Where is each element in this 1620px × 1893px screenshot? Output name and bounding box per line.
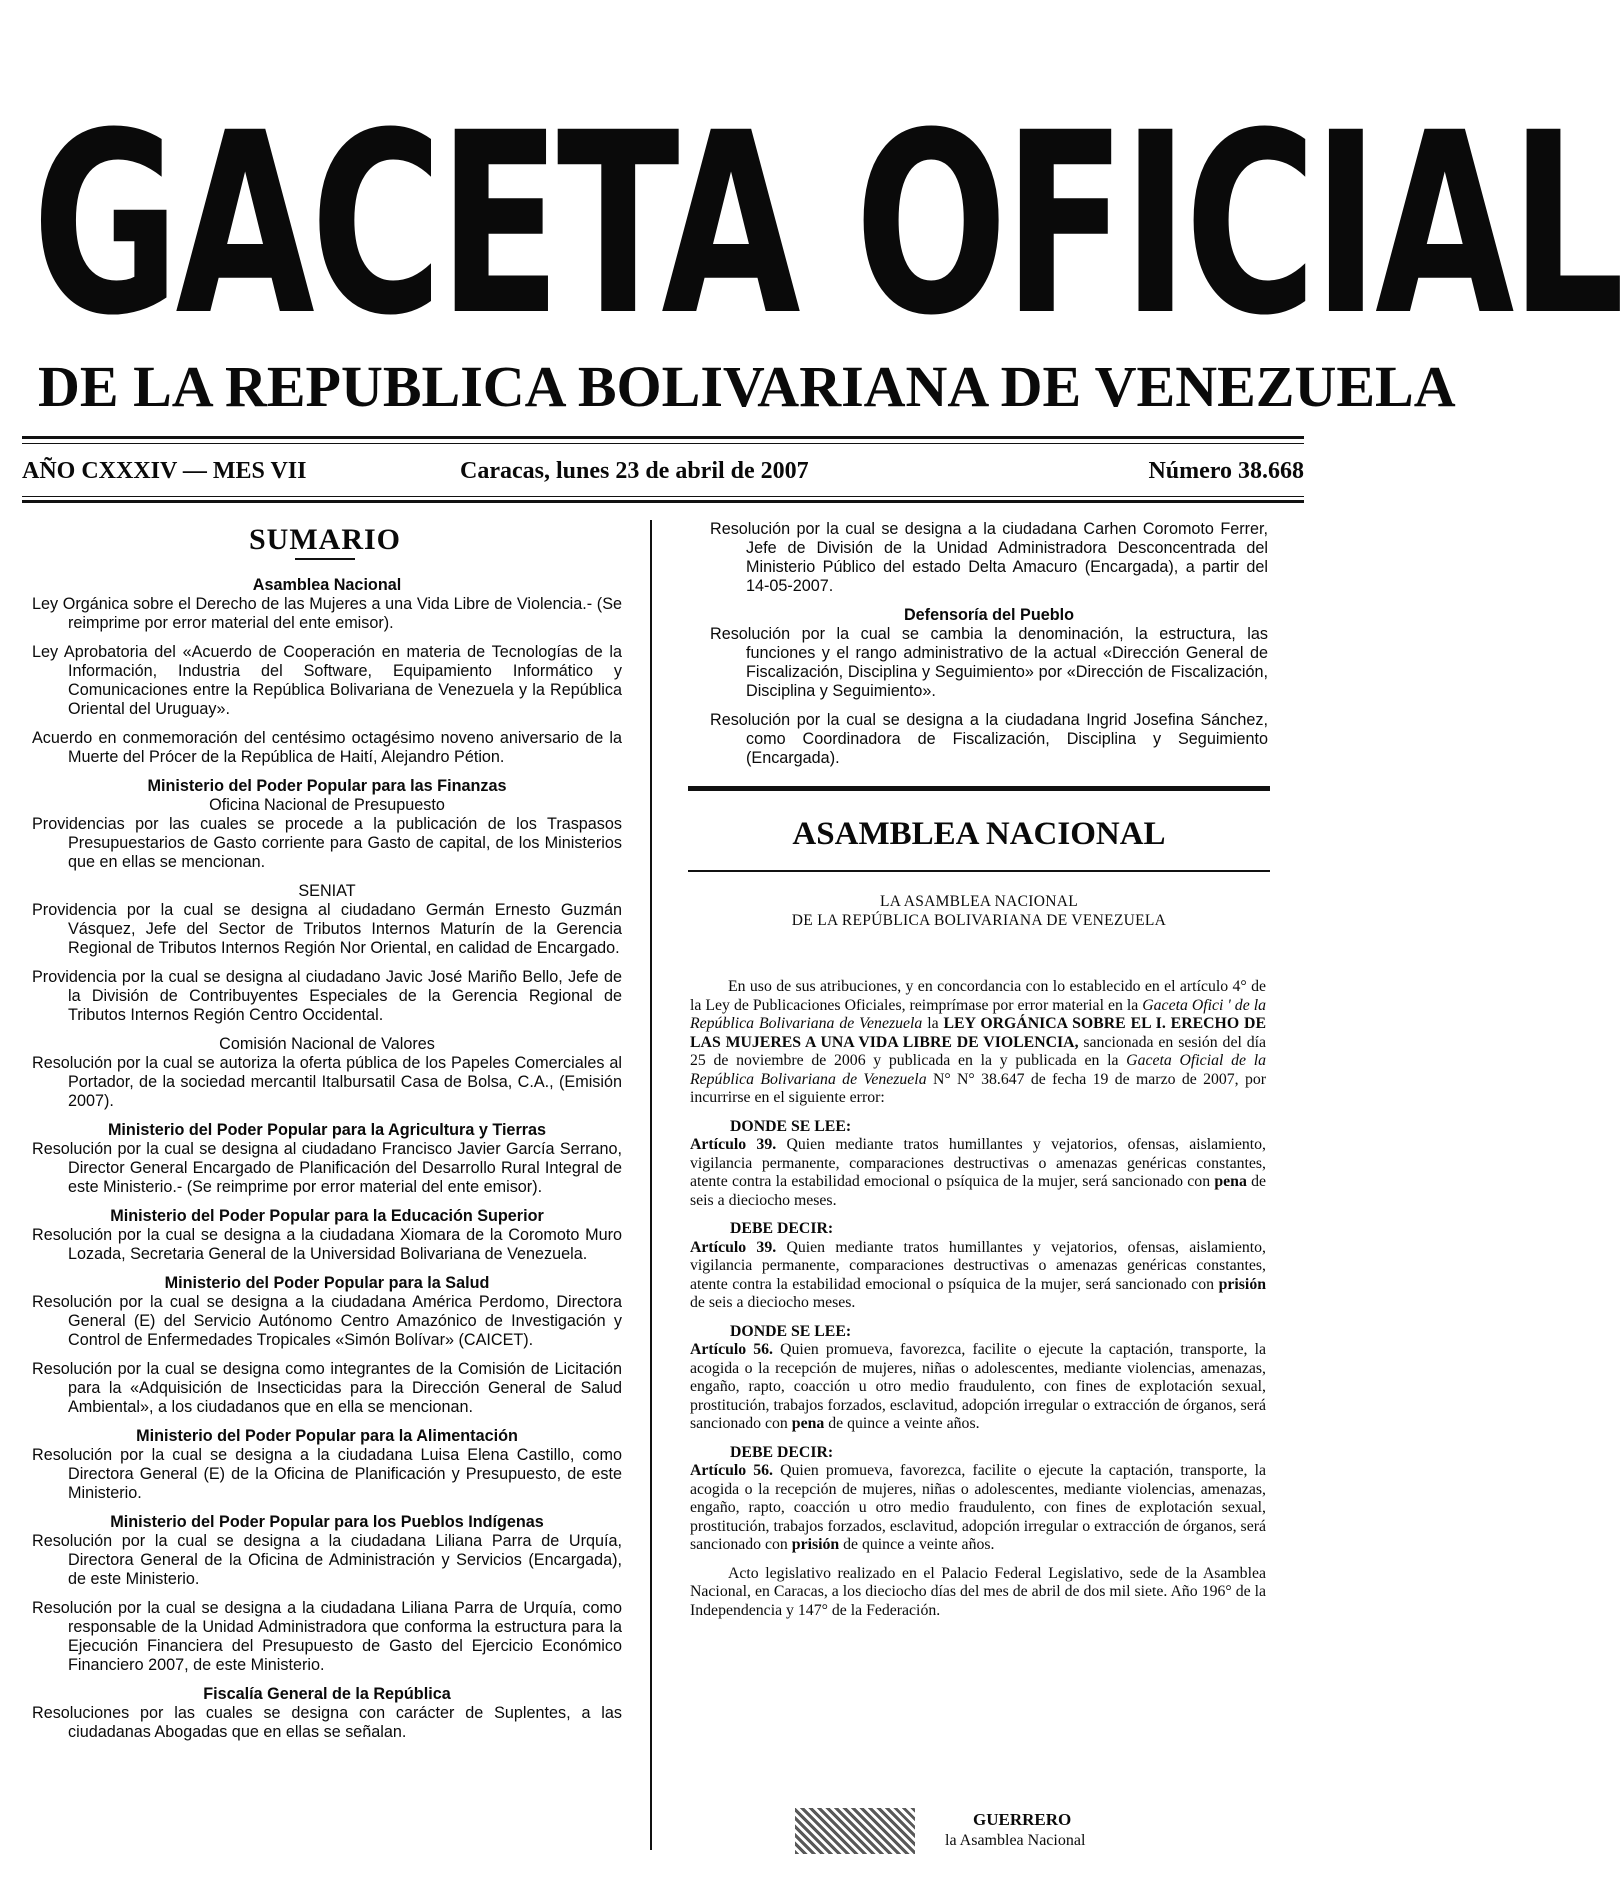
sumario-entry: Ley Aprobatoria del «Acuerdo de Cooperación en materia de Tecnologías de la Información, Industria del Software, Equipamiento Informático y Comunicaciones entre la República Bolivariana de Venezuela y la República Oriental del Uruguay». xyxy=(32,643,622,718)
section-rule-thin xyxy=(688,870,1270,872)
signature-stamp-icon xyxy=(795,1808,915,1854)
sumario-underline xyxy=(295,558,355,560)
article-key-term: prisión xyxy=(1218,1275,1266,1293)
article-body: Quien mediante tratos humillantes y vejatorios, ofensas, aislamiento, vigilancia permanente, comparaciones destructivas o amenazas genéricas constantes, atente contra la estabilidad emocional o psíquica de la mujer, será sancionado con xyxy=(690,1238,1266,1293)
article-body: de seis a dieciocho meses. xyxy=(690,1294,856,1311)
decree-intro xyxy=(690,978,1266,1108)
section-rule xyxy=(688,786,1270,791)
signature-block xyxy=(795,1808,1115,1868)
sumario-right-column xyxy=(710,520,1268,778)
sumario-section xyxy=(32,1685,622,1742)
sumario-entry: Resolución por la cual se designa al ciudadano Francisco Javier García Serrano, Director General Encargado de Planificación del Desarrollo Rural Integral de este Ministerio.- (Se reimprime por error material del ente emisor). xyxy=(32,1140,622,1196)
dateline xyxy=(22,453,1304,489)
sumario-entry: Resolución por la cual se designa a la ciudadana Xiomara de la Coromoto Muro Lozada, Secretaria General de la Universidad Bolivariana de Venezuela. xyxy=(32,1226,622,1263)
article-text xyxy=(690,1341,1266,1434)
sumario-entry: Providencia por la cual se designa al ciudadano Javic José Mariño Bello, Jefe de la División de Contribuyentes Especiales de la Gerencia Regional de Tributos Internos Región Centro Occidental. xyxy=(32,968,622,1024)
sumario-section xyxy=(32,882,622,1025)
article-text xyxy=(690,1462,1266,1555)
issue-number: Número 38.668 xyxy=(1148,458,1304,484)
signature-role: la Asamblea Nacional xyxy=(945,1832,1086,1849)
sumario-entry: Ley Orgánica sobre el Derecho de las Mujeres a una Vida Libre de Violencia.- (Se reimprime por error material del ente emisor). xyxy=(32,595,622,632)
asamblea-heading: ASAMBLEA NACIONAL xyxy=(792,816,1166,852)
sumario-entry: Resolución por la cual se designa a la ciudadana América Perdomo, Directora General (E) del Servicio Autónomo Centro Amazónico de Investigación y Control de Enfermedades Tropicales «Simón Bolívar» (CAICET). xyxy=(32,1293,622,1349)
intro-gaceta: Gaceta Oficial de la República Bolivariana de Venezuela xyxy=(690,1052,1266,1088)
article-key-term: pena xyxy=(1214,1173,1247,1190)
issue-year-month: AÑO CXXXIV — MES VII xyxy=(22,458,307,484)
sumario-section xyxy=(32,1207,622,1264)
sumario-section xyxy=(32,1274,622,1417)
section-subtitle: Oficina Nacional de Presupuesto xyxy=(209,796,445,814)
section-title: Ministerio del Poder Popular para los Pueblos Indígenas xyxy=(110,1513,544,1531)
sumario-section xyxy=(32,1513,622,1675)
section-title: Ministerio del Poder Popular para la Educación Superior xyxy=(110,1207,544,1225)
correction-label: DEBE DECIR: xyxy=(730,1220,834,1237)
intro-gaceta: Gaceta Ofici ' de la República Bolivariana de Venezuela xyxy=(690,996,1266,1032)
sumario-left-column xyxy=(32,570,622,1746)
signature-name: GUERRERO xyxy=(973,1810,1072,1829)
article-body: de quince a veinte años. xyxy=(824,1415,980,1432)
sumario-entry: Resoluciones por las cuales se designa con carácter de Suplentes, a las ciudadanas Abogadas que en ellas se señalan. xyxy=(32,1704,622,1741)
article-body: de quince a veinte años. xyxy=(839,1536,995,1553)
sumario-entry: Resolución por la cual se cambia la denominación, la estructura, las funciones y el rango administrativo de la actual «Dirección General de Fiscalización, Disciplina y Seguimiento» por «Dirección de Fiscalización, Disciplina y Seguimiento». xyxy=(710,625,1268,700)
section-title: Ministerio del Poder Popular para la Alimentación xyxy=(136,1427,518,1445)
correction-label: DEBE DECIR: xyxy=(730,1443,834,1461)
column-divider xyxy=(650,520,652,1850)
section-title: Defensoría del Pueblo xyxy=(903,606,1074,624)
article-body: de seis a dieciocho meses. xyxy=(690,1173,1267,1209)
intro-law-title: LEY ORGÁNICA SOBRE EL I. ERECHO DE LAS MUJERES A UNA VIDA LIBRE DE VIOLENCIA, xyxy=(690,1015,1266,1051)
header-rule-bottom-thin xyxy=(22,496,1304,497)
article-text xyxy=(690,1239,1266,1313)
section-subtitle: SENIAT xyxy=(298,882,356,900)
article-number: Artículo 56. xyxy=(690,1462,774,1479)
sumario-section xyxy=(32,1121,622,1197)
issue-place-date: Caracas, lunes 23 de abril de 2007 xyxy=(460,458,809,484)
decree-closing: Acto legislativo realizado en el Palacio Federal Legislativo, sede de la Asamblea Nacional, en Caracas, a los dieciocho días del mes de abril de dos mil siete. Año 196° de la Independencia y 147° de la Federación. xyxy=(690,1564,1266,1619)
sumario-section xyxy=(32,777,622,872)
sumario-entry: Acuerdo en conmemoración del centésimo octagésimo noveno aniversario de la Muerte del Prócer de la República de Haití, Alejandro Pétion. xyxy=(32,729,622,766)
issuer-line: LA ASAMBLEA NACIONAL xyxy=(879,893,1079,910)
section-title: Ministerio del Poder Popular para las Finanzas xyxy=(147,777,507,795)
article-key-term: pena xyxy=(791,1415,825,1432)
decree-body xyxy=(690,978,1266,1630)
sumario-entry: Resolución por la cual se designa a la ciudadana Ingrid Josefina Sánchez, como Coordinadora de Fiscalización, Disciplina y Seguimiento (Encargada). xyxy=(710,711,1268,767)
section-subtitle: Comisión Nacional de Valores xyxy=(219,1035,435,1053)
article-number: Artículo 39. xyxy=(690,1136,777,1153)
article-body: Quien mediante tratos humillantes y vejatorios, ofensas, aislamiento, vigilancia permanente, comparaciones destructivas o amenazas genéricas constantes, atente contra la estabilidad emocional o psíquica de la mujer, será sancionado con xyxy=(690,1136,1266,1190)
sumario-entry: Resolución por la cual se designa a la ciudadana Liliana Parra de Urquía, como responsable de la Unidad Administradora que conforma la estructura para la Ejecución Financiera del Presupuesto de Gasto del Ejercicio Económico Financiero 2007, de este Ministerio. xyxy=(32,1599,622,1674)
issuer-line: DE LA REPÚBLICA BOLIVARIANA DE VENEZUELA xyxy=(791,912,1167,929)
sumario-entry: Providencia por la cual se designa al ciudadano Germán Ernesto Guzmán Vásquez, Jefe del Sector de Tributos Internos Maturín de la Gerencia Regional de Tributos Internos Región Nor Oriental, en calidad de Encargado. xyxy=(32,901,622,957)
sumario-entry: Resolución por la cual se designa a la ciudadana Carhen Coromoto Ferrer, Jefe de División de la Unidad Administradora Desconcentrada del Ministerio Público del estado Delta Amacuro (Encargada), a partir del 14-05-2007. xyxy=(710,520,1268,595)
section-title: Ministerio del Poder Popular para la Agricultura y Tierras xyxy=(107,1121,547,1139)
intro-text: En uso de sus atribuciones, y en concordancia con lo establecido en el artículo 4° de la Ley de Publicaciones Oficiales, reimprímase por error material en la xyxy=(690,978,1266,1014)
sumario-entry: Resolución por la cual se designa como integrantes de la Comisión de Licitación para la «Adquisición de Insecticidas para la Dirección General de Salud Ambiental», a los ciudadanos que en ella se mencionan. xyxy=(32,1360,622,1416)
section-title: Fiscalía General de la República xyxy=(203,1685,451,1703)
article-body: Quien promueva, favorezca, facilite o ejecute la captación, transporte, la acogida o la recepción de mujeres, niñas o adolescentes, mediante violencias, amenazas, engaño, rapto, coacción u otro medio fraudulento, con fines de explotación sexual, prostitución, trabajos forzados, esclavitud, adopción irregular o extracción de órganos, será sancionado con xyxy=(690,1341,1266,1432)
article-body: Quien promueva, favorezca, facilite o ejecute la captación, transporte, la acogida o la recepción de mujeres, niñas o adolescentes, mediante violencias, amenazas, engaño, rapto, coacción u otro medio fraudulento, con fines de explotación sexual, prostitución, trabajos forzados, esclavitud, adopción irregular o extracción de órganos, será sancionado con xyxy=(690,1462,1266,1553)
sumario-section xyxy=(32,576,622,767)
section-title: Asamblea Nacional xyxy=(252,576,402,594)
intro-text: la xyxy=(922,1015,944,1032)
correction-label: DONDE SE LEE: xyxy=(730,1322,852,1340)
sumario-title: SUMARIO xyxy=(248,523,401,556)
intro-text: N° N° 38.647 de fecha 19 de marzo de 2007, por incurrirse en el siguiente error: xyxy=(690,1070,1267,1106)
article-number: Artículo 39. xyxy=(690,1238,777,1256)
sumario-entry: Resolución por la cual se autoriza la oferta pública de los Papeles Comerciales al Portador, de la sociedad mercantil Italbursatil Casa de Bolsa, C.A., (Emisión 2007). xyxy=(32,1054,622,1110)
decree-issuer xyxy=(688,892,1270,930)
intro-text: sancionada en sesión del día 25 de noviembre de 2006 y publicada en la y publicada en la xyxy=(690,1033,1267,1069)
sumario-section xyxy=(32,1427,622,1503)
header-rule-top xyxy=(22,436,1304,439)
masthead-subtitle: DE LA REPUBLICA BOLIVARIANA DE VENEZUELA xyxy=(38,354,1456,419)
sumario-entry: Resolución por la cual se designa a la ciudadana Liliana Parra de Urquía, Directora General de la Oficina de Administración y Servicios (Encargada), de este Ministerio. xyxy=(32,1532,622,1588)
correction-label: DONDE SE LEE: xyxy=(730,1117,852,1135)
article-text xyxy=(690,1136,1266,1210)
sumario-section xyxy=(32,1035,622,1111)
sumario-entry: Resolución por la cual se designa a la ciudadana Luisa Elena Castillo, como Directora General (E) de la Oficina de Planificación y Presupuesto, de este Ministerio. xyxy=(32,1446,622,1502)
header-rule-top-thin xyxy=(22,443,1304,444)
header-rule-bottom xyxy=(22,500,1304,503)
masthead-title: GACETA OFICIAL xyxy=(32,79,1620,370)
article-key-term: prisión xyxy=(791,1536,840,1553)
article-number: Artículo 56. xyxy=(690,1341,774,1358)
section-title: Ministerio del Poder Popular para la Salud xyxy=(164,1274,490,1292)
sumario-entry: Providencias por las cuales se procede a la publicación de los Traspasos Presupuestarios de Gasto corriente para Gasto de capital, de los Ministerios que en ellas se mencionan. xyxy=(32,815,622,871)
